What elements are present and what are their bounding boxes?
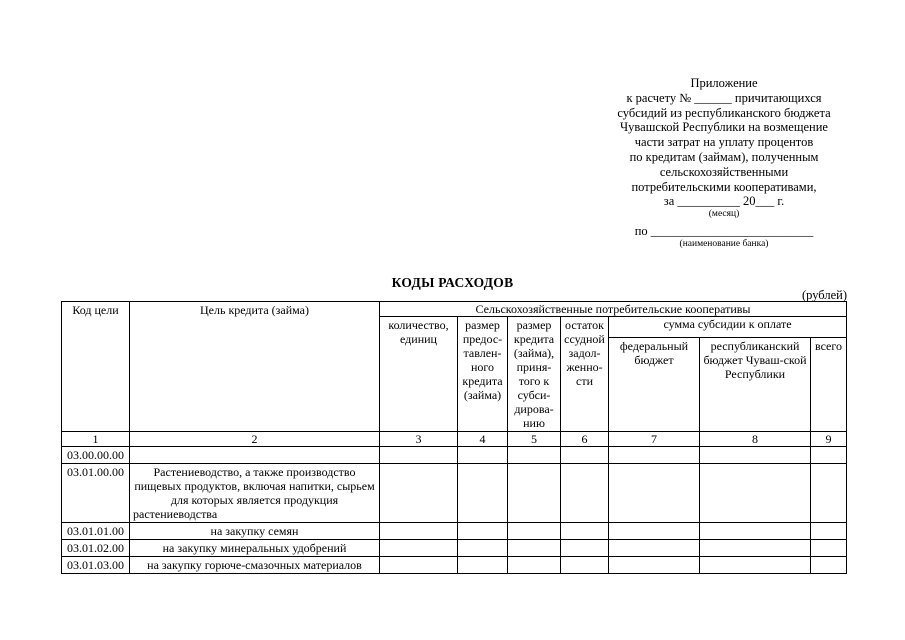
cell (508, 557, 561, 574)
page-title: КОДЫ РАСХОДОВ (391, 275, 514, 290)
header-purpose: Цель кредита (займа) (130, 302, 380, 432)
cell (700, 464, 811, 523)
cell (508, 540, 561, 557)
column-number: 3 (380, 432, 458, 447)
cell (609, 464, 700, 523)
table-row (62, 540, 847, 557)
header-size-given: размер предос-тавлен-ного кредита (займа) (458, 317, 508, 432)
header-row (62, 302, 847, 317)
row-text (130, 447, 380, 464)
cell (811, 540, 847, 557)
header-size-accepted: размер кредита (займа), приня-того к субси-дирова-нию (508, 317, 561, 432)
header-coop: Сельскохозяйственные потребительские кооперативы (380, 302, 847, 317)
appendix-line: потребительскими кооперативами, (631, 179, 817, 194)
period-line: за __________ 20___ г. (663, 194, 785, 209)
column-number: 2 (130, 432, 380, 447)
cell (380, 523, 458, 540)
column-number: 1 (62, 432, 130, 447)
table-row (62, 447, 847, 464)
row-text: на закупку семян (130, 523, 380, 540)
cell (700, 447, 811, 464)
cell (609, 557, 700, 574)
column-number: 8 (700, 432, 811, 447)
period-hint: (месяц) (708, 209, 740, 220)
cell (700, 523, 811, 540)
appendix-line: по кредитам (займам), полученным (629, 149, 819, 164)
header-subsidy: сумма субсидии к оплате (609, 317, 847, 338)
cell (458, 557, 508, 574)
column-number: 7 (609, 432, 700, 447)
row-text: на закупку минеральных удобрений (130, 540, 380, 557)
cell (811, 464, 847, 523)
row-code: 03.01.01.00 (62, 523, 130, 540)
column-number: 4 (458, 432, 508, 447)
appendix-block (598, 76, 850, 250)
appendix-title: Приложение (690, 76, 758, 90)
column-numbers-row (62, 432, 847, 447)
row-text: на закупку горюче-смазочных материалов (130, 557, 380, 574)
cell (561, 523, 609, 540)
cell (561, 464, 609, 523)
cell (811, 557, 847, 574)
cell (380, 557, 458, 574)
cell (458, 540, 508, 557)
cell (700, 557, 811, 574)
cell (561, 447, 609, 464)
table-row (62, 523, 847, 540)
cell (458, 464, 508, 523)
cell (458, 447, 508, 464)
cell (458, 523, 508, 540)
row-code: 03.01.03.00 (62, 557, 130, 574)
column-number: 5 (508, 432, 561, 447)
appendix-line: субсидий из республиканского бюджета (617, 105, 831, 120)
header-qty: количество, единиц (380, 317, 458, 432)
cell (561, 540, 609, 557)
appendix-line: Чувашской Республики на возмещение (620, 120, 828, 135)
header-republic: республиканский бюджет Чуваш-ской Республики (700, 338, 811, 432)
bank-line: по __________________________ (634, 224, 814, 239)
row-code: 03.00.00.00 (62, 447, 130, 464)
appendix-line: части затрат на уплату процентов (634, 135, 814, 150)
header-federal: федеральный бюджет (609, 338, 700, 432)
column-number: 6 (561, 432, 609, 447)
appendix-line: сельскохозяйственными (659, 164, 789, 179)
header-code: Код цели (62, 302, 130, 432)
row-text: Растениеводство, а также производство пищевых продуктов, включая напитки, сырьем для которых является продукция растениеводства (130, 464, 380, 523)
cell (609, 540, 700, 557)
bank-hint: (наименование банка) (679, 238, 769, 249)
cell (609, 523, 700, 540)
cell (811, 447, 847, 464)
cell (380, 540, 458, 557)
cell (508, 464, 561, 523)
cell (700, 540, 811, 557)
row-code: 03.01.00.00 (62, 464, 130, 523)
unit-label: (рублей) (801, 288, 847, 302)
appendix-line: к расчету № ______ причитающихся (626, 90, 822, 105)
cell (561, 557, 609, 574)
table-row (62, 464, 847, 523)
expense-codes-table (61, 301, 847, 574)
row-code: 03.01.02.00 (62, 540, 130, 557)
cell (380, 447, 458, 464)
cell (380, 464, 458, 523)
table-row (62, 557, 847, 574)
cell (609, 447, 700, 464)
header-total: всего (811, 338, 847, 432)
cell (508, 523, 561, 540)
header-balance: остаток ссудной задол-женно-сти (561, 317, 609, 432)
column-number: 9 (811, 432, 847, 447)
cell (508, 447, 561, 464)
cell (811, 523, 847, 540)
